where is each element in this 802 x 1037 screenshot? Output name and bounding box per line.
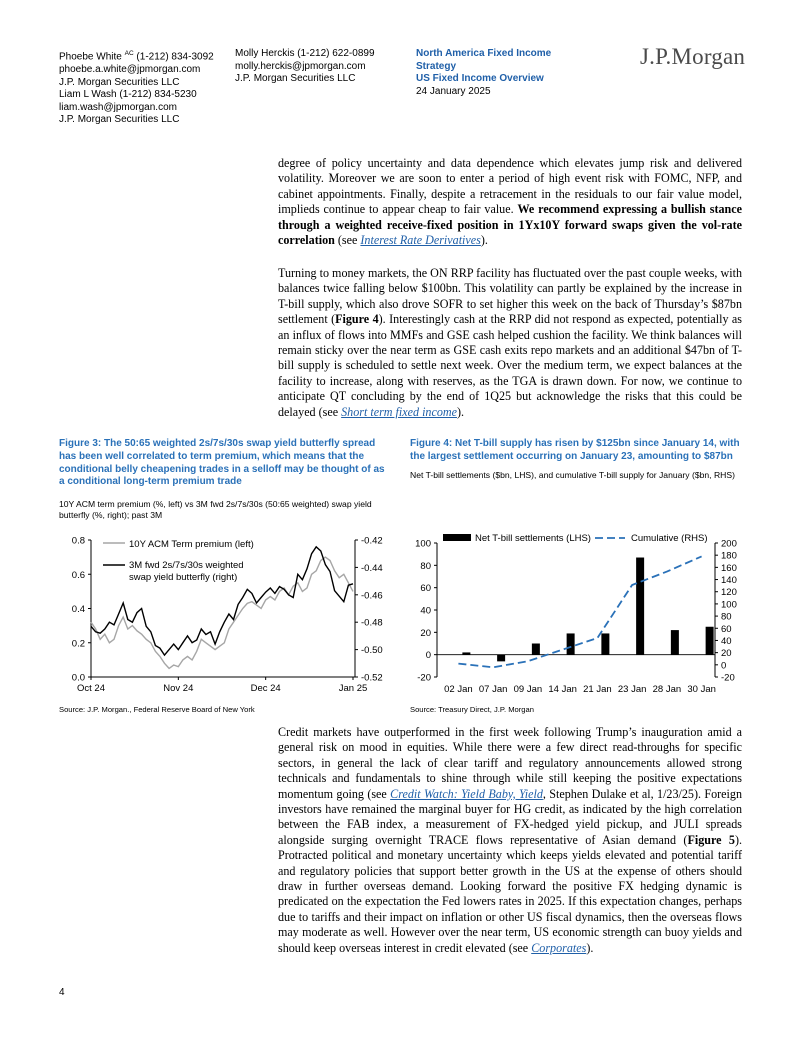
link-corporates[interactable]: Corporates	[531, 940, 587, 955]
figure-4-title: Figure 4: Net T-bill supply has risen by $125bn since January 14, with the largest settlement occurring on January 23, amounting to $87bn	[410, 438, 740, 462]
x-tick-label: 07 Jan	[478, 684, 508, 695]
right-tick-label: 20	[721, 648, 732, 660]
figure-3-legend	[103, 539, 254, 583]
legend-label-butterfly-1: 3M fwd 2s/7s/30s weighted	[129, 560, 244, 571]
report-date: 24 January 2025	[416, 85, 491, 97]
author-molly-firm: J.P. Morgan Securities LLC	[235, 73, 356, 85]
left-tick-label: 0	[425, 650, 431, 662]
x-tick-label: Dec 24	[250, 683, 281, 694]
bar-net-settlement	[706, 627, 714, 655]
report-info	[416, 48, 551, 98]
legend-label-term-premium: 10Y ACM Term premium (left)	[129, 539, 254, 550]
paragraph-1: degree of policy uncertainty and data dependence which elevates jump risk and delivered volatility. Moreover we are soon to enter a period of high event risk with FOMC, NFP, and cabinet appointments. Finally, despite a retracement in the residuals to our fair value model, implieds continue to appear cheap to fair value. We recommend expressing a bullish stance through a weighted receive-fixed position in 1Yx10Y forward swaps given the vol-rate correlation (see Interest Rate Derivatives).	[278, 156, 742, 248]
x-tick-label: Jan 25	[338, 683, 368, 694]
right-tick-label: 100	[721, 599, 737, 611]
figure-4-chart	[405, 528, 750, 698]
left-tick-label: 20	[420, 627, 431, 639]
bar-net-settlement	[601, 633, 609, 654]
left-tick-label: 40	[420, 605, 431, 617]
figure-4-source: Source: Treasury Direct, J.P. Morgan	[410, 705, 534, 714]
x-tick-label: 28 Jan	[652, 684, 682, 695]
left-tick-label: 60	[420, 583, 431, 595]
author-block-middle	[235, 48, 375, 86]
paragraph-3: Credit markets have outperformed in the first week following Trump’s inauguration amid a general risk on mood in equities. While there were a few direct read-throughs for specific sectors, in general the lack of clear tariff and regulatory announcements allowed strong technicals and fundamentals to shine through while still keeping the positive expectations momentum going (see Credit Watch: Yield Baby, Yield, Stephen Dulake et al, 1/23/25). Foreign investors have remained the marginal buyer for HG credit, as indicated by the high correlation between the FAB index, a measurement of FX-hedged yield pickup, and JULI spreads alongside surging overnight TRACE flows representative of Asian demand (Figure 5). Protracted political and monetary uncertainty which keeps yields elevated and potential tariff and regulatory policies that support better growth in the US at the expense of others should draw in further overseas demand. Looking forward the positive FX hedging dynamic is predicated on the expectation the Fed lowers rates in 2025. If this expectation changes, perhaps due to tariffs and their impact on inflation or other US fiscal dynamics, then the overseas flows may moderate as well. However over the near term, US economic strength can buoy yields and should keep overseas interest in credit elevated (see Corporates).	[278, 725, 743, 955]
right-tick-label: 140	[721, 575, 737, 587]
left-tick-label: -20	[417, 672, 431, 684]
right-tick-label: -0.48	[361, 617, 383, 629]
x-tick-label: 02 Jan	[444, 684, 473, 695]
right-tick-label: -0.44	[361, 562, 383, 574]
bar-net-settlement	[671, 630, 679, 655]
bar-net-settlement	[532, 644, 540, 655]
right-tick-label: -0.50	[361, 645, 383, 657]
right-tick-label: -20	[721, 672, 735, 684]
right-tick-label: -0.52	[361, 672, 383, 684]
report-title: US Fixed Income Overview	[416, 73, 544, 85]
author-phoebe: Phoebe White $^{AC}$ (1-212) 834-3092	[59, 50, 214, 63]
figure-4-subtitle: Net T-bill settlements ($bn, LHS), and cumulative T-bill supply for January ($bn, RHS)	[410, 470, 735, 480]
jpmorgan-logo: J.P.Morgan	[640, 44, 746, 69]
x-tick-label: Nov 24	[163, 683, 194, 694]
legend-label-butterfly-2: swap yield butterfly (right)	[129, 572, 238, 583]
x-tick-label: 23 Jan	[617, 684, 647, 695]
x-tick-label: 21 Jan	[583, 684, 612, 695]
right-tick-label: 120	[721, 587, 737, 599]
left-tick-label: 80	[420, 560, 431, 572]
left-tick-label: 0.6	[71, 569, 85, 581]
x-tick-label: 30 Jan	[687, 684, 716, 695]
legend-swatch-net-settlements	[443, 534, 471, 541]
author-block-left	[59, 48, 214, 127]
author-phoebe-email[interactable]: phoebe.a.white@jpmorgan.com	[59, 63, 201, 75]
left-tick-label: 0.0	[71, 672, 85, 684]
author-molly: Molly Herckis (1-212) 622-0899	[235, 48, 375, 59]
right-tick-label: 80	[721, 611, 732, 623]
author-molly-email[interactable]: molly.herckis@jpmorgan.com	[235, 60, 366, 72]
right-tick-label: 0	[721, 660, 727, 672]
legend-label-cumulative: Cumulative (RHS)	[631, 533, 708, 544]
report-series-2: Strategy	[416, 60, 457, 72]
figure-3-title: Figure 3: The 50:65 weighted 2s/7s/30s swap yield butterfly spread has been well correlated to term premium, which means that the conditional belly cheapening trades in a selloff may be thought of as a conditional long-term premium trade	[59, 438, 385, 488]
bar-net-settlement	[497, 655, 505, 662]
author-liam-firm: J.P. Morgan Securities LLC	[59, 114, 180, 126]
figure-3-chart	[55, 528, 400, 698]
author-liam-email[interactable]: liam.wash@jpmorgan.com	[59, 101, 177, 113]
paragraph-2: Turning to money markets, the ON RRP facility has fluctuated over the past couple weeks, with balances twice falling below $100bn. This volatility can partly be explained by the increase in T-bill supply, which also drove SOFR to set higher this week on the back of Thursday’s $87bn settlement (Figure 4). Interestingly cash at the RRP did not respond as expected, potentially as an influx of flows into MMFs and GSE cash helped cushion the facility. We think balances will remain sticky over the near term as GSE cash exits repo markets and an additional $47bn of T-bill supply is scheduled to settle next week. Over the medium term, we expect balances at the facility to increase, along with reserves, as the TGA is drawn down. For now, we continue to anticipate QT concluding by the end of 1Q25 but acknowledge the risks that this could be delayed (see Short term fixed income).	[278, 266, 743, 419]
author-liam: Liam L Wash (1-212) 834-5230	[59, 89, 197, 101]
figure-3-subtitle: 10Y ACM term premium (%, left) vs 3M fwd 2s/7s/30s (50:65 weighted) swap yield butterfly (%, right); past 3M	[59, 499, 372, 520]
legend-label-net-settlements: Net T-bill settlements (LHS)	[475, 533, 591, 544]
right-tick-label: 180	[721, 550, 737, 562]
x-tick-label: 14 Jan	[548, 684, 577, 695]
x-tick-label: 09 Jan	[513, 684, 543, 695]
figure-4-marks	[458, 556, 713, 667]
series-line-cumulative	[458, 556, 701, 667]
link-short-term-fixed-income[interactable]: Short term fixed income	[341, 404, 457, 419]
left-tick-label: 0.2	[71, 638, 85, 650]
right-tick-label: 60	[721, 623, 732, 635]
link-interest-rate-derivatives[interactable]: Interest Rate Derivatives	[360, 233, 481, 248]
figure-4-legend	[443, 533, 708, 544]
right-tick-label: 160	[721, 562, 737, 574]
left-tick-label: 100	[415, 538, 431, 550]
left-tick-label: 0.4	[71, 604, 85, 615]
bar-net-settlement	[636, 558, 644, 655]
right-tick-label: -0.42	[361, 535, 383, 547]
link-credit-watch[interactable]: Credit Watch: Yield Baby, Yield	[390, 786, 543, 801]
right-tick-label: -0.46	[361, 590, 383, 602]
page-number: 4	[59, 987, 65, 998]
x-tick-label: Oct 24	[77, 683, 105, 694]
left-tick-label: 0.8	[71, 535, 85, 547]
right-tick-label: 200	[721, 538, 737, 550]
bar-net-settlement	[567, 633, 575, 654]
author-phoebe-firm: J.P. Morgan Securities LLC	[59, 76, 180, 88]
figure-3-source: Source: J.P. Morgan., Federal Reserve Board of New York	[59, 705, 255, 714]
bar-net-settlement	[462, 652, 470, 654]
report-series: North America Fixed Income	[416, 48, 552, 59]
right-tick-label: 40	[721, 635, 732, 647]
